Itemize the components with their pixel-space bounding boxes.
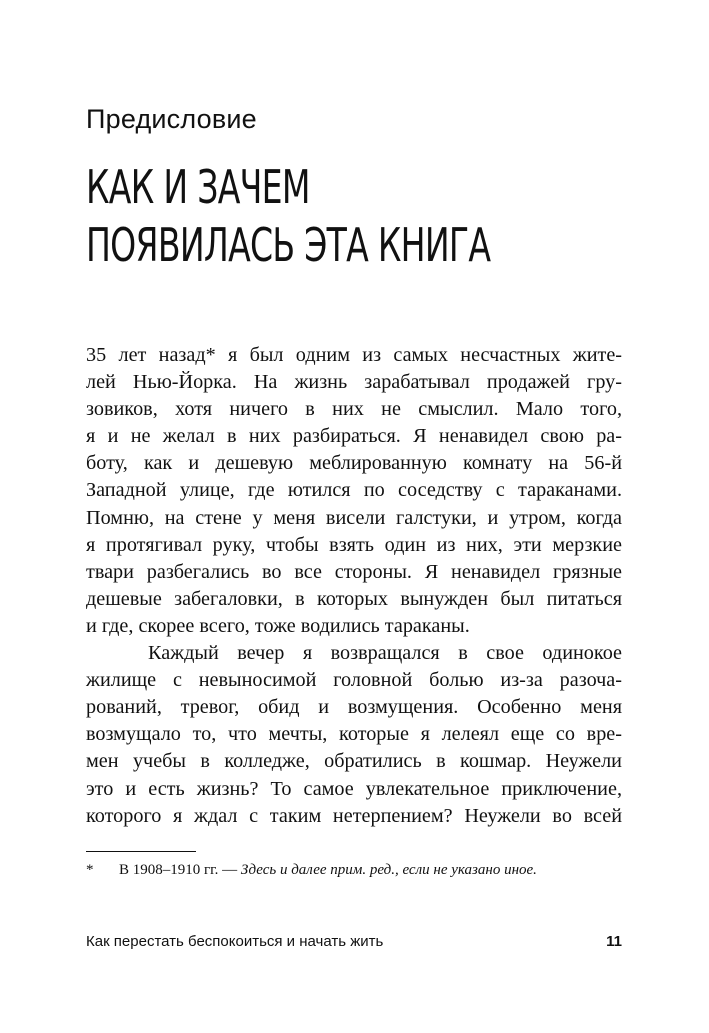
- body-line: я и не желал в них разбираться. Я ненавидел свою ра-: [86, 425, 622, 448]
- body-line: Помню, на стене у меня висели галстуки, и утром, когда: [86, 506, 622, 529]
- body-line: жилище с невыносимой головной болью из-за разоча-: [86, 669, 622, 692]
- body-line: дешевые забегаловки, в которых вынужден был питаться: [86, 587, 622, 610]
- body-line: Западной улице, где ютился по соседству с тараканами.: [86, 479, 622, 502]
- page-number: 11: [606, 933, 622, 950]
- chapter-title-line: КАК И ЗАЧЕМ: [86, 160, 310, 214]
- body-line: возмущало то, что мечты, которые я лелеял еще со вре-: [86, 723, 622, 746]
- body-line: мен учебы в колледже, обратились в кошмар. Неужели: [86, 750, 622, 773]
- running-title: Как перестать беспокоиться и начать жить: [86, 933, 384, 950]
- body-line: рований, тревог, обид и возмущения. Особенно меня: [86, 696, 622, 719]
- body-line: это и есть жизнь? То самое увлекательное приключение,: [86, 777, 622, 800]
- body-line: Каждый вечер я возвращался в свое одинокое: [148, 642, 622, 665]
- chapter-title-line: ПОЯВИЛАСЬ ЭТА КНИГА: [86, 218, 491, 272]
- chapter-kicker: Предисловие: [86, 104, 257, 134]
- footnote-italic-text: Здесь и далее прим. ред., если не указано иное.: [240, 862, 537, 878]
- footnote-divider: [86, 851, 196, 852]
- body-line: боту, как и дешевую меблированную комнату на 56-й: [86, 452, 622, 475]
- chapter-title: [86, 158, 489, 274]
- body-line: и где, скорее всего, тоже водились тараканы.: [86, 614, 470, 637]
- body-line: которого я ждал с таким нетерпением? Неужели во всей: [86, 804, 622, 827]
- body-line: лей Нью-Йорка. На жизнь зарабатывал продажей гру-: [86, 371, 622, 394]
- footnote-mark: *: [86, 862, 94, 878]
- footnote-text: В 1908–1910 гг. —: [119, 862, 241, 878]
- body-text: [86, 342, 622, 830]
- body-line: твари разбегались во все стороны. Я ненавидел грязные: [86, 560, 622, 583]
- body-line: зовиков, хотя ничего в них не смыслил. Мало того,: [86, 398, 622, 421]
- footnote: [86, 862, 626, 879]
- body-line: 35 лет назад* я был одним из самых несчастных жите-: [86, 344, 622, 366]
- body-line: я протягивал руку, чтобы взять один из них, эти мерзкие: [86, 533, 622, 556]
